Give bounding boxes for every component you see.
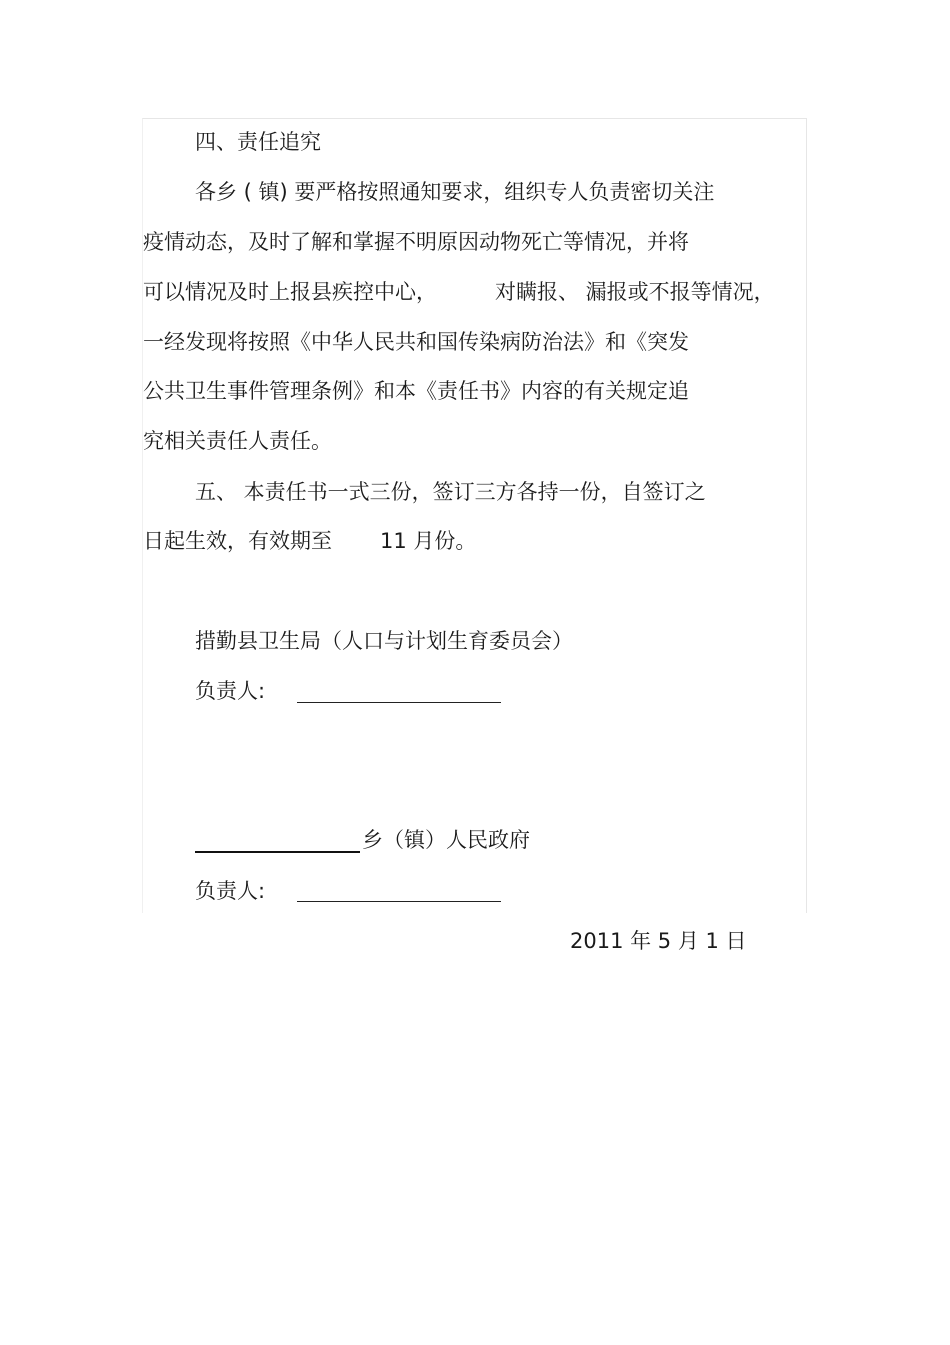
section-5-line-1: 五、 本责任书一式三份，签订三方各持一份，自签订之 [195, 480, 706, 504]
body-line-2: 疫情动态，及时了解和掌握不明原因动物死亡等情况，并将 [143, 230, 689, 254]
body-line-5: 公共卫生事件管理条例》和本《责任书》内容的有关规定追 [143, 379, 689, 403]
party-2-name: 乡（镇）人民政府 [362, 828, 530, 852]
responsible-label-1: 负责人: [195, 679, 266, 703]
body-line-1: 各乡 ( 镇) 要严格按照通知要求，组织专人负责密切关注 [195, 180, 715, 204]
body-line-6: 究相关责任人责任。 [143, 429, 332, 453]
party-1-name: 措勤县卫生局（人口与计划生育委员会） [195, 629, 573, 653]
section-5-line-2a: 日起生效，有效期至 [143, 529, 332, 553]
section-5-line-2b: 11 月份。 [380, 529, 477, 553]
signature-line-2 [297, 901, 501, 902]
body-line-4: 一经发现将按照《中华人民共和国传染病防治法》和《突发 [143, 330, 689, 354]
body-line-3a: 可以情况及时上报县疾控中心， [143, 280, 437, 304]
body-line-3b: 对瞒报、 漏报或不报等情况， [495, 280, 775, 304]
responsible-label-2: 负责人: [195, 879, 266, 903]
township-name-blank [195, 851, 360, 853]
section-4-heading: 四、责任追究 [195, 130, 321, 154]
document-date: 2011 年 5 月 1 日 [570, 929, 747, 953]
signature-line-1 [297, 702, 501, 703]
